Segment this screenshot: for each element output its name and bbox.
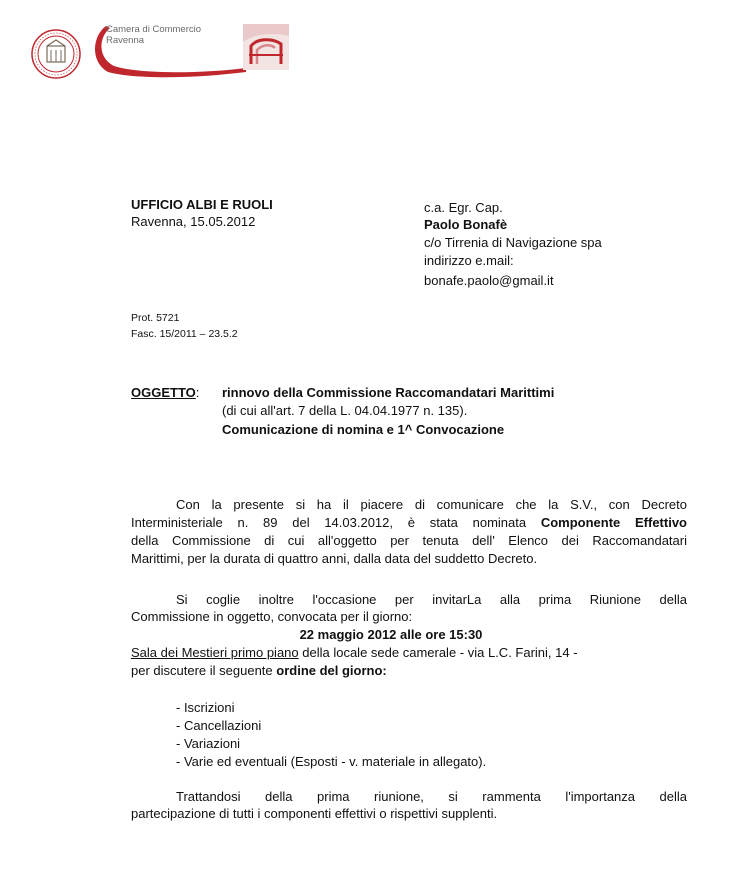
agenda-item: - Cancellazioni [176,718,262,733]
role-effective-member: Componente Effettivo [540,515,687,530]
protocol-fascicle: Fasc. 15/2011 – 23.5.2 [131,328,238,340]
agenda-item: - Variazioni [176,736,241,751]
sender-office: UFFICIO ALBI E RUOLI [131,197,273,212]
meeting-address: della locale sede camerale - via L.C. Farini, 14 - [298,645,578,660]
sender-place-date: Ravenna, 15.05.2012 [131,214,256,229]
org-name-line1: Camera di Commercio [106,24,202,35]
meeting-datetime: 22 maggio 2012 alle ore 15:30 [299,627,483,642]
brand-mark-icon [243,24,289,70]
meeting-venue [131,644,578,662]
body-p1-line1: Con la presente si ha il piacere di comunicare che la S.V., con Decreto [176,497,687,512]
agenda-intro-text: per discutere il seguente [131,663,277,678]
agenda-item: - Iscrizioni [176,700,235,715]
subject-line3: Comunicazione di nomina e 1^ Convocazione [222,422,505,437]
subject-colon: : [195,385,200,400]
subject-label-wrap [131,384,199,402]
protocol-number: Prot. 5721 [131,312,180,324]
agenda-heading: ordine del giorno: [276,663,387,678]
recipient-email: bonafe.paolo@gmail.it [424,273,554,288]
agenda-intro [131,662,387,680]
recipient-name: Paolo Bonafè [424,217,508,232]
body-p2-line1: Si coglie inoltre l'occasione per invitarLa alla prima Riunione della [176,592,687,607]
meeting-room: Sala dei Mestieri primo piano [131,645,299,660]
body-p1-line2 [131,514,687,532]
body-p3-line1: Trattandosi della prima riunione, si rammenta l'importanza della [176,789,687,804]
chamber-seal-icon [30,28,82,80]
subject-label: OGGETTO [131,385,196,400]
body-p3-line2: partecipazione di tutti i componenti effettivi o rispettivi supplenti. [131,806,498,821]
org-name-line2: Ravenna [106,35,145,46]
recipient-company: c/o Tirrenia di Navigazione spa [424,235,602,250]
recipient-attn: c.a. Egr. Cap. [424,200,503,215]
recipient-email-label: indirizzo e.mail: [424,253,514,268]
body-p2-line2: Commissione in oggetto, convocata per il giorno: [131,609,413,624]
body-p1-line2-text: Interministeriale n. 89 del 14.03.2012, è stata nominata [131,515,541,530]
subject-line2: (di cui all'art. 7 della L. 04.04.1977 n. 135). [222,403,468,418]
body-p1-line4: Marittimi, per la durata di quattro anni, dalla data del suddetto Decreto. [131,551,538,566]
body-p1-line3: della Commissione di cui all'oggetto per tenuta dell' Elenco dei Raccomandatari [131,533,687,548]
agenda-item: - Varie ed eventuali (Esposti - v. materiale in allegato). [176,754,487,769]
subject-line1: rinnovo della Commissione Raccomandatari Marittimi [222,385,555,400]
